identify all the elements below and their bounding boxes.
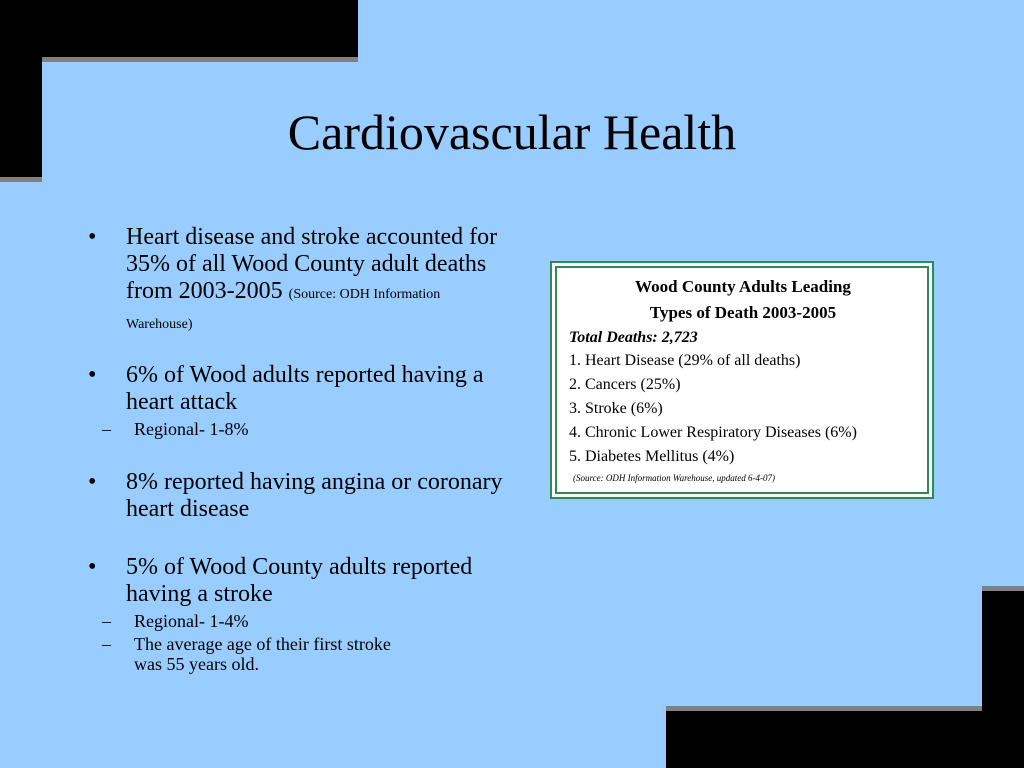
bullet-item [88,224,508,338]
bullet-text: Heart disease and stroke accounted for 35% of all Wood County adult deaths from 2003-2005 [126,224,498,304]
bullet-text: 6% of Wood adults reported having a heart attack [126,362,484,415]
sub-bullet-item [88,634,394,674]
leading-deaths-table [550,261,934,499]
bullet-glyph: • [88,469,97,495]
leading-deaths-table-inner [555,266,929,494]
sub-bullet-text: Regional- 1-8% [134,419,249,439]
table-total-deaths: Total Deaths: 2,723 [569,329,698,346]
bullet-item [88,362,508,416]
sub-bullet-text: Regional- 1-4% [134,611,249,631]
table-item-stroke: 3. Stroke (6%) [569,400,663,417]
sub-bullet-glyph: – [102,611,111,631]
table-title-line-2: Types of Death 2003-2005 [649,303,837,322]
table-item-diabetes: 5. Diabetes Mellitus (4%) [569,448,735,465]
bullet-glyph: • [88,554,97,580]
bullet-item [88,469,508,523]
bullet-glyph: • [88,362,97,388]
bullet-glyph: • [88,224,97,250]
sub-bullet-glyph: – [102,419,111,439]
right-frame-shadow [982,586,1024,591]
right-frame-bar [982,591,1024,711]
sub-bullet-item [88,419,508,439]
bullet-item [88,554,508,608]
sub-bullet-item [88,611,508,631]
bottom-frame-shadow [666,706,982,711]
bullet-list [88,224,508,674]
sub-bullet-text: The average age of their first stroke was 55 years old. [134,634,391,674]
table-item-cancers: 2. Cancers (25%) [569,376,681,393]
bullet-source-note: (Source: ODH Information Warehouse) [126,287,441,332]
bullet-text: 5% of Wood County adults reported having a stroke [126,554,473,607]
top-left-frame-block [0,0,358,57]
table-item-respiratory: 4. Chronic Lower Respiratory Diseases (6%) [569,424,857,441]
top-frame-shadow [42,57,358,62]
bullet-text: 8% reported having angina or coronary heart disease [126,469,503,522]
left-frame-shadow [0,177,42,182]
bottom-right-frame-block [666,711,1024,768]
sub-bullet-glyph: – [102,634,111,654]
table-source-note: (Source: ODH Information Warehouse, updated 6-4-07) [573,473,775,483]
table-item-heart-disease: 1. Heart Disease (29% of all deaths) [569,352,801,369]
table-title-line-1: Wood County Adults Leading [635,277,851,296]
slide-title: Cardiovascular Health [287,104,737,160]
